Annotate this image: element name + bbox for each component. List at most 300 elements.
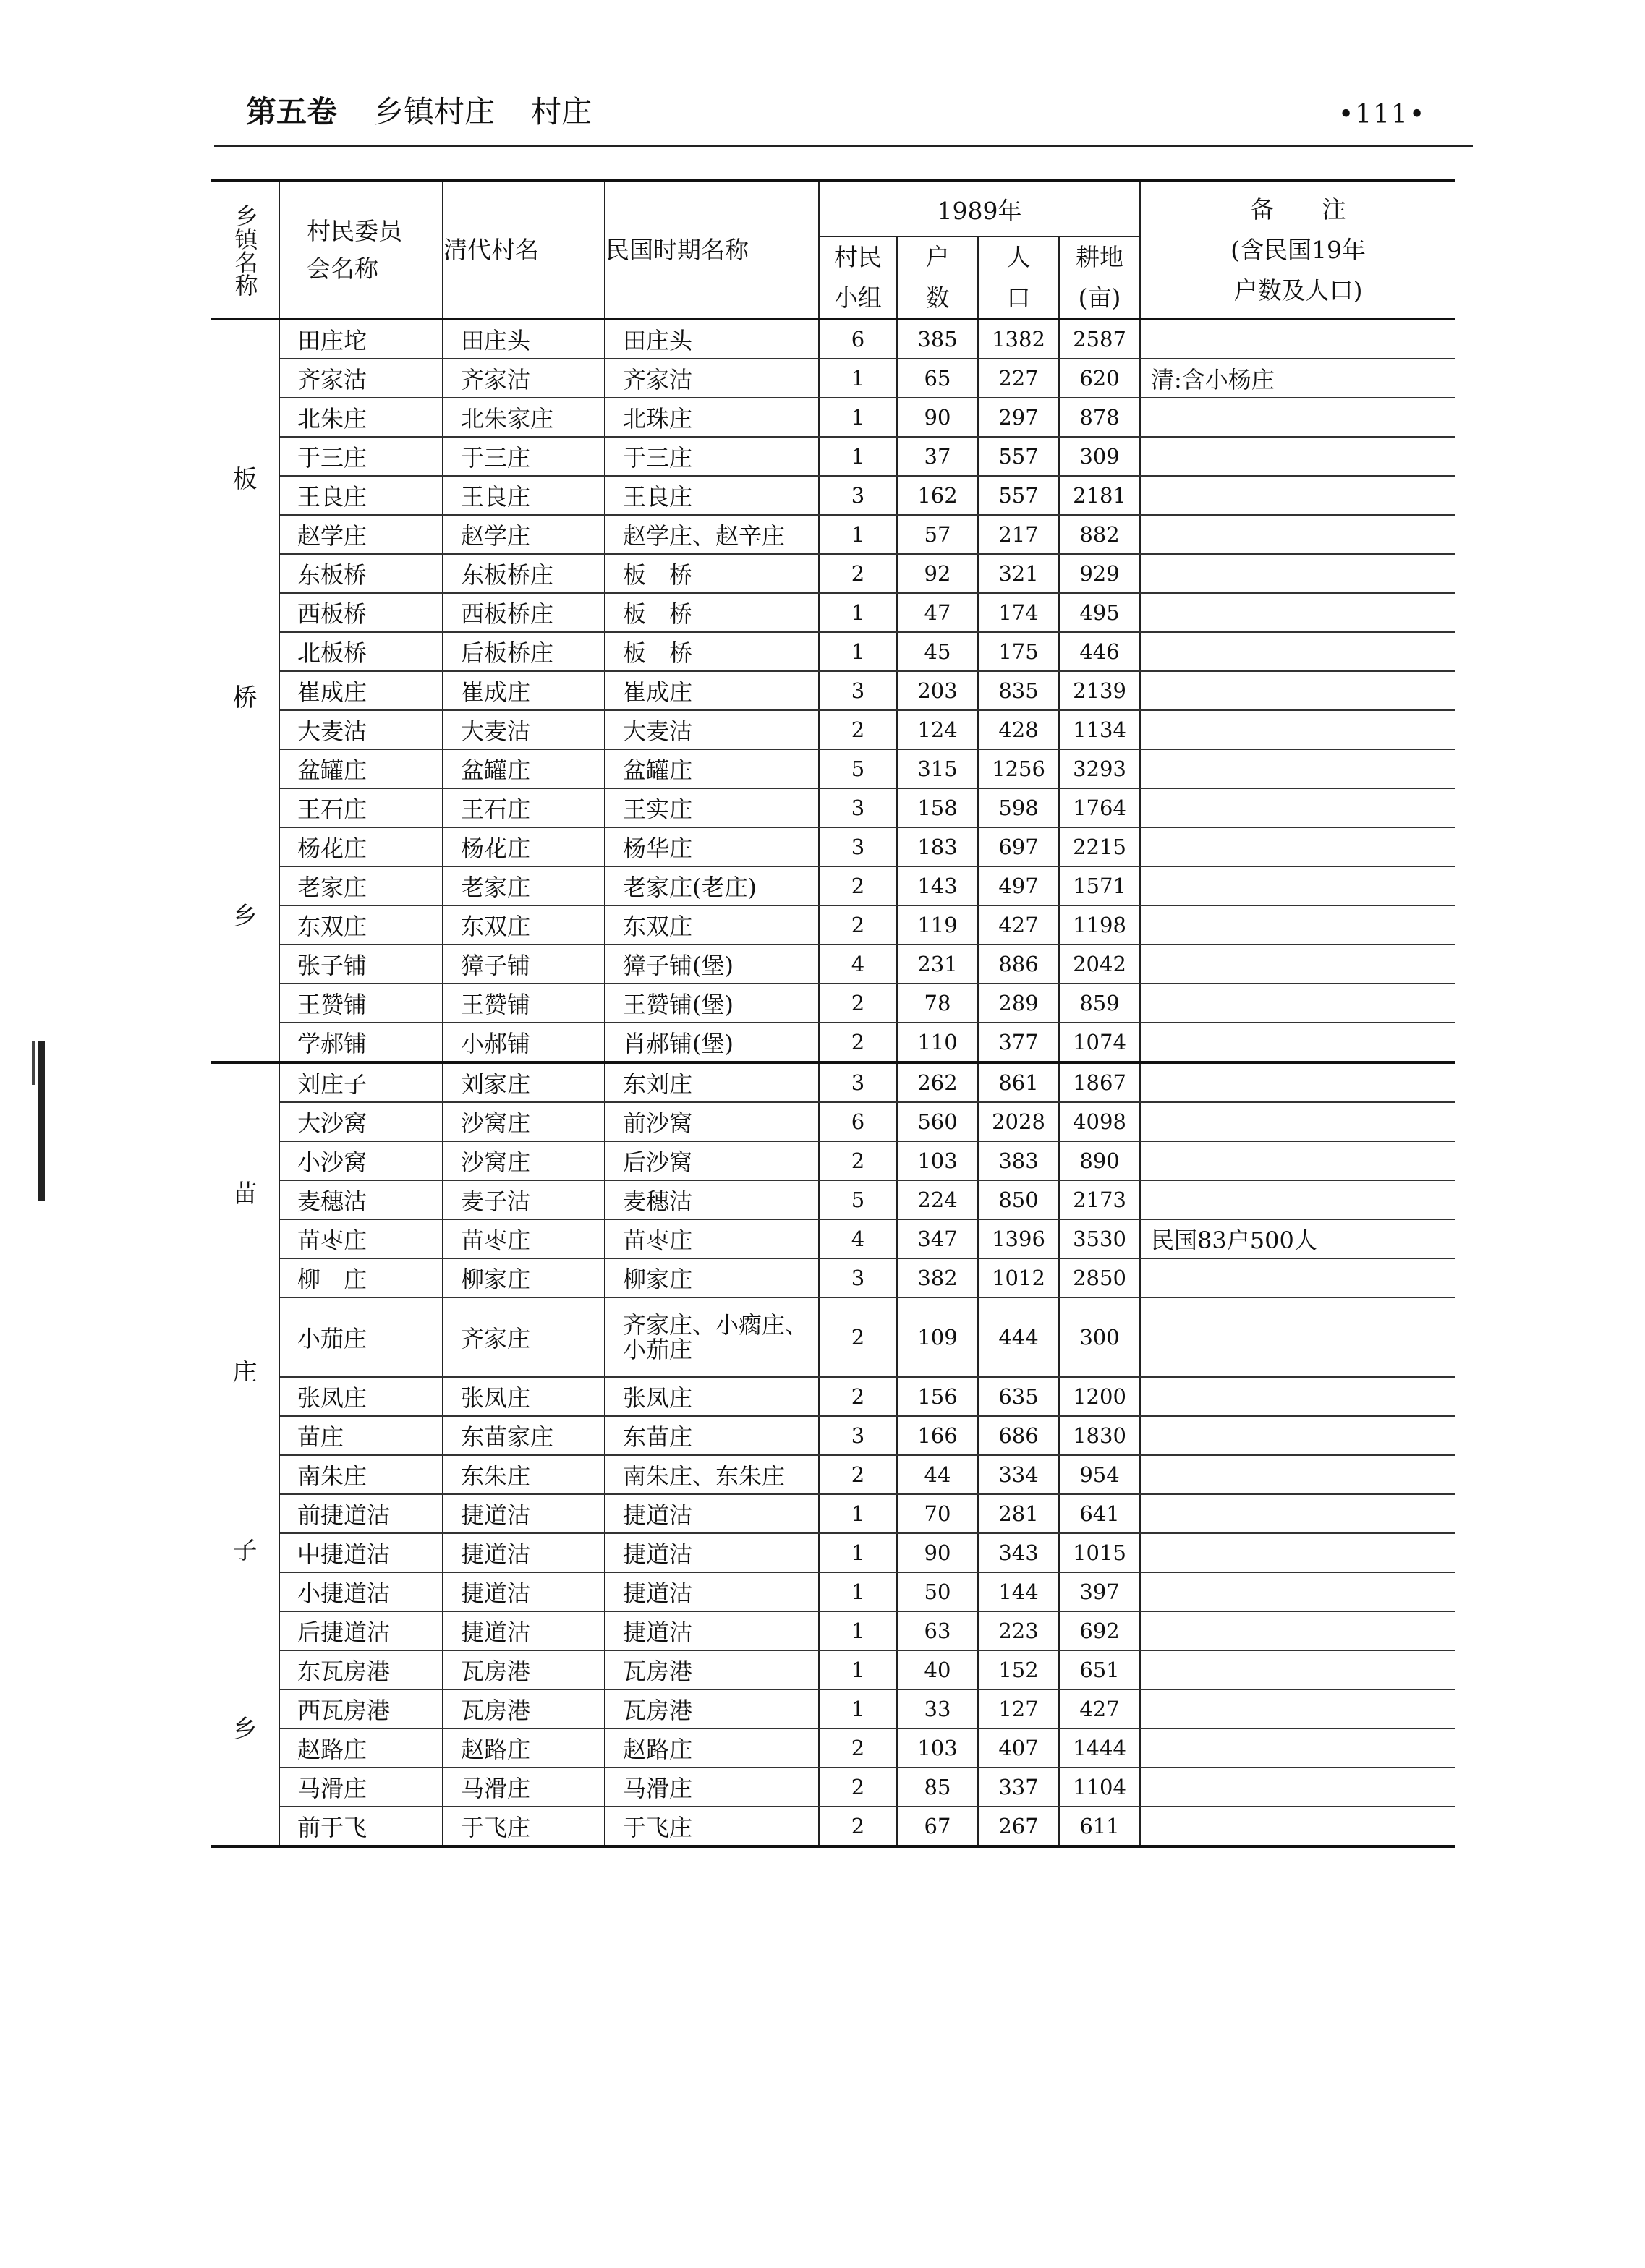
farmland-cell: 954 xyxy=(1059,1455,1140,1494)
qing-name-cell: 于飞庄 xyxy=(443,1807,605,1846)
groups-cell: 2 xyxy=(819,1455,897,1494)
households-cell: 109 xyxy=(897,1297,978,1377)
qing-name-cell: 东苗家庄 xyxy=(443,1416,605,1455)
table-row xyxy=(211,1416,1455,1455)
qing-name-cell: 盆罐庄 xyxy=(443,749,605,788)
minguo-name-cell: 赵路庄 xyxy=(605,1728,819,1768)
col-year-group: 1989年 xyxy=(819,181,1140,236)
col-population-line2: 口 xyxy=(1006,284,1031,312)
farmland-cell: 620 xyxy=(1059,359,1140,398)
table-row xyxy=(211,1023,1455,1062)
group-miaozhuangzi xyxy=(211,1062,1455,1846)
farmland-cell: 1134 xyxy=(1059,710,1140,749)
farmland-cell: 1571 xyxy=(1059,866,1140,905)
population-cell: 1256 xyxy=(978,749,1059,788)
remarks-cell xyxy=(1140,1611,1455,1650)
households-cell: 70 xyxy=(897,1494,978,1533)
committee-cell: 王石庄 xyxy=(279,788,443,827)
table-row xyxy=(211,827,1455,866)
farmland-cell: 2139 xyxy=(1059,671,1140,710)
minguo-name-cell: 东刘庄 xyxy=(605,1062,819,1102)
households-cell: 119 xyxy=(897,905,978,945)
page-number: •111• xyxy=(1338,100,1427,129)
remarks-cell xyxy=(1140,554,1455,593)
groups-cell: 4 xyxy=(819,945,897,984)
population-cell: 407 xyxy=(978,1728,1059,1768)
groups-cell: 5 xyxy=(819,1180,897,1219)
qing-name-cell: 捷道沽 xyxy=(443,1611,605,1650)
qing-name-cell: 沙窝庄 xyxy=(443,1102,605,1141)
farmland-cell: 1198 xyxy=(1059,905,1140,945)
population-cell: 697 xyxy=(978,827,1059,866)
col-groups-line1: 村民 xyxy=(834,243,882,271)
committee-cell: 前捷道沽 xyxy=(279,1494,443,1533)
col-township-label: 乡镇名称 xyxy=(231,204,259,297)
table-row xyxy=(211,1141,1455,1180)
minguo-name-text: 齐家庄、小瘸庄、小茄庄 xyxy=(623,1311,809,1363)
farmland-cell: 2181 xyxy=(1059,476,1140,515)
households-cell: 560 xyxy=(897,1102,978,1141)
col-committee xyxy=(279,181,443,320)
qing-name-cell: 齐家沽 xyxy=(443,359,605,398)
qing-name-cell: 赵路庄 xyxy=(443,1728,605,1768)
committee-cell: 赵路庄 xyxy=(279,1728,443,1768)
committee-cell: 东板桥 xyxy=(279,554,443,593)
qing-name-cell: 捷道沽 xyxy=(443,1494,605,1533)
committee-cell: 西板桥 xyxy=(279,593,443,632)
population-cell: 281 xyxy=(978,1494,1059,1533)
population-cell: 2028 xyxy=(978,1102,1059,1141)
minguo-name-cell: 王实庄 xyxy=(605,788,819,827)
qing-name-cell: 柳家庄 xyxy=(443,1258,605,1297)
households-cell: 47 xyxy=(897,593,978,632)
remarks-cell xyxy=(1140,749,1455,788)
farmland-cell: 300 xyxy=(1059,1297,1140,1377)
population-cell: 267 xyxy=(978,1807,1059,1846)
qing-name-cell: 獐子铺 xyxy=(443,945,605,984)
minguo-name-cell: 于飞庄 xyxy=(605,1807,819,1846)
remarks-cell xyxy=(1140,1416,1455,1455)
col-population xyxy=(978,236,1059,320)
committee-cell: 小捷道沽 xyxy=(279,1572,443,1611)
farmland-cell: 2215 xyxy=(1059,827,1140,866)
households-cell: 103 xyxy=(897,1728,978,1768)
groups-cell: 1 xyxy=(819,398,897,437)
qing-name-cell: 杨花庄 xyxy=(443,827,605,866)
minguo-name-cell: 板 桥 xyxy=(605,593,819,632)
qing-name-cell: 苗枣庄 xyxy=(443,1219,605,1258)
committee-cell: 苗枣庄 xyxy=(279,1219,443,1258)
groups-cell: 6 xyxy=(819,1102,897,1141)
households-cell: 124 xyxy=(897,710,978,749)
table-row xyxy=(211,1533,1455,1572)
households-cell: 315 xyxy=(897,749,978,788)
population-cell: 635 xyxy=(978,1377,1059,1416)
township-cell: 板 桥 乡 xyxy=(211,320,279,1063)
households-cell: 347 xyxy=(897,1219,978,1258)
households-cell: 156 xyxy=(897,1377,978,1416)
remarks-label-2: (含民国19年 xyxy=(1230,236,1366,264)
qing-name-cell: 于三庄 xyxy=(443,437,605,476)
population-cell: 861 xyxy=(978,1062,1059,1102)
remarks-cell xyxy=(1140,710,1455,749)
table-row xyxy=(211,1494,1455,1533)
committee-cell: 小沙窝 xyxy=(279,1141,443,1180)
remarks-cell xyxy=(1140,1258,1455,1297)
committee-cell: 王良庄 xyxy=(279,476,443,515)
group-banqiao xyxy=(211,320,1455,1063)
committee-cell: 齐家沽 xyxy=(279,359,443,398)
groups-cell: 3 xyxy=(819,827,897,866)
population-cell: 1396 xyxy=(978,1219,1059,1258)
qing-name-cell: 赵学庄 xyxy=(443,515,605,554)
col-committee-label: 村民委员会名称 xyxy=(307,217,402,283)
farmland-cell: 611 xyxy=(1059,1807,1140,1846)
remarks-cell xyxy=(1140,905,1455,945)
groups-cell: 2 xyxy=(819,1377,897,1416)
population-cell: 1382 xyxy=(978,320,1059,359)
qing-name-cell: 瓦房港 xyxy=(443,1650,605,1689)
minguo-name-cell: 獐子铺(堡) xyxy=(605,945,819,984)
groups-cell: 3 xyxy=(819,1258,897,1297)
groups-cell: 6 xyxy=(819,320,897,359)
farmland-cell: 1074 xyxy=(1059,1023,1140,1062)
committee-cell: 西瓦房港 xyxy=(279,1689,443,1728)
minguo-name-cell: 田庄头 xyxy=(605,320,819,359)
committee-cell: 学郝铺 xyxy=(279,1023,443,1062)
committee-cell: 田庄坨 xyxy=(279,320,443,359)
population-cell: 1012 xyxy=(978,1258,1059,1297)
farmland-cell: 2850 xyxy=(1059,1258,1140,1297)
groups-cell: 1 xyxy=(819,437,897,476)
committee-cell: 刘庄子 xyxy=(279,1062,443,1102)
qing-name-cell: 麦子沽 xyxy=(443,1180,605,1219)
groups-cell: 3 xyxy=(819,788,897,827)
remarks-cell xyxy=(1140,1572,1455,1611)
qing-name-cell: 小郝铺 xyxy=(443,1023,605,1062)
population-cell: 217 xyxy=(978,515,1059,554)
minguo-name-cell: 东苗庄 xyxy=(605,1416,819,1455)
col-groups-line2: 小组 xyxy=(834,284,882,312)
table-row xyxy=(211,945,1455,984)
qing-name-cell: 田庄头 xyxy=(443,320,605,359)
minguo-name-cell: 肖郝铺(堡) xyxy=(605,1023,819,1062)
groups-cell: 2 xyxy=(819,1023,897,1062)
committee-cell: 北板桥 xyxy=(279,632,443,671)
committee-cell: 杨花庄 xyxy=(279,827,443,866)
table-row xyxy=(211,1455,1455,1494)
farmland-cell: 2587 xyxy=(1059,320,1140,359)
groups-cell: 2 xyxy=(819,1141,897,1180)
groups-cell: 1 xyxy=(819,1533,897,1572)
remarks-cell xyxy=(1140,437,1455,476)
committee-cell: 大麦沽 xyxy=(279,710,443,749)
farmland-cell: 1200 xyxy=(1059,1377,1140,1416)
committee-cell: 老家庄 xyxy=(279,866,443,905)
committee-cell: 麦穗沽 xyxy=(279,1180,443,1219)
minguo-name-cell: 板 桥 xyxy=(605,632,819,671)
col-township xyxy=(211,181,279,320)
minguo-name-cell: 于三庄 xyxy=(605,437,819,476)
farmland-cell: 495 xyxy=(1059,593,1140,632)
remarks-cell xyxy=(1140,1377,1455,1416)
col-groups xyxy=(819,236,897,320)
qing-name-cell: 王赞铺 xyxy=(443,984,605,1023)
farmland-cell: 2173 xyxy=(1059,1180,1140,1219)
population-cell: 175 xyxy=(978,632,1059,671)
households-cell: 92 xyxy=(897,554,978,593)
township-cell: 苗 庄 子 乡 xyxy=(211,1062,279,1846)
remarks-cell xyxy=(1140,788,1455,827)
table-row xyxy=(211,437,1455,476)
population-cell: 343 xyxy=(978,1533,1059,1572)
remarks-label-3: 户数及人口) xyxy=(1233,276,1363,304)
section-title: 乡镇村庄 xyxy=(373,94,496,129)
minguo-name-cell: 大麦沽 xyxy=(605,710,819,749)
remarks-cell xyxy=(1140,1297,1455,1377)
groups-cell: 2 xyxy=(819,1807,897,1846)
committee-cell: 南朱庄 xyxy=(279,1455,443,1494)
committee-cell: 盆罐庄 xyxy=(279,749,443,788)
groups-cell: 2 xyxy=(819,1728,897,1768)
col-remarks xyxy=(1140,181,1455,320)
farmland-cell: 692 xyxy=(1059,1611,1140,1650)
population-cell: 850 xyxy=(978,1180,1059,1219)
population-cell: 427 xyxy=(978,905,1059,945)
qing-name-cell: 大麦沽 xyxy=(443,710,605,749)
groups-cell: 1 xyxy=(819,1494,897,1533)
population-cell: 686 xyxy=(978,1416,1059,1455)
table-row xyxy=(211,788,1455,827)
farmland-cell: 3530 xyxy=(1059,1219,1140,1258)
households-cell: 382 xyxy=(897,1258,978,1297)
qing-name-cell: 后板桥庄 xyxy=(443,632,605,671)
qing-name-cell: 北朱家庄 xyxy=(443,398,605,437)
committee-cell: 北朱庄 xyxy=(279,398,443,437)
households-cell: 203 xyxy=(897,671,978,710)
running-header xyxy=(246,88,592,132)
header-rule xyxy=(214,145,1473,147)
col-minguo: 民国时期名称 xyxy=(605,181,819,320)
committee-cell: 后捷道沽 xyxy=(279,1611,443,1650)
households-cell: 110 xyxy=(897,1023,978,1062)
population-cell: 497 xyxy=(978,866,1059,905)
committee-cell: 前于飞 xyxy=(279,1807,443,1846)
minguo-name-cell: 瓦房港 xyxy=(605,1689,819,1728)
farmland-cell: 2042 xyxy=(1059,945,1140,984)
households-cell: 231 xyxy=(897,945,978,984)
households-cell: 44 xyxy=(897,1455,978,1494)
remarks-cell xyxy=(1140,984,1455,1023)
groups-cell: 1 xyxy=(819,359,897,398)
committee-cell: 张子铺 xyxy=(279,945,443,984)
farmland-cell: 427 xyxy=(1059,1689,1140,1728)
qing-name-cell: 王石庄 xyxy=(443,788,605,827)
households-cell: 45 xyxy=(897,632,978,671)
table-row xyxy=(211,1297,1455,1377)
households-cell: 57 xyxy=(897,515,978,554)
groups-cell: 2 xyxy=(819,710,897,749)
table-row xyxy=(211,1219,1455,1258)
qing-name-cell: 东板桥庄 xyxy=(443,554,605,593)
groups-cell: 1 xyxy=(819,515,897,554)
households-cell: 90 xyxy=(897,398,978,437)
groups-cell: 2 xyxy=(819,866,897,905)
groups-cell: 3 xyxy=(819,1416,897,1455)
remarks-cell xyxy=(1140,1494,1455,1533)
col-farmland xyxy=(1059,236,1140,320)
farmland-cell: 882 xyxy=(1059,515,1140,554)
minguo-name-cell: 马滑庄 xyxy=(605,1768,819,1807)
groups-cell: 1 xyxy=(819,593,897,632)
table-row xyxy=(211,1728,1455,1768)
volume-title: 第五卷 xyxy=(246,94,338,129)
population-cell: 377 xyxy=(978,1023,1059,1062)
remarks-cell xyxy=(1140,398,1455,437)
households-cell: 183 xyxy=(897,827,978,866)
remarks-cell xyxy=(1140,1689,1455,1728)
remarks-cell xyxy=(1140,1807,1455,1846)
table-row xyxy=(211,1377,1455,1416)
col-farmland-line1: 耕地 xyxy=(1076,243,1124,271)
remarks-cell xyxy=(1140,671,1455,710)
farmland-cell: 878 xyxy=(1059,398,1140,437)
population-cell: 227 xyxy=(978,359,1059,398)
qing-name-cell: 马滑庄 xyxy=(443,1768,605,1807)
remarks-cell xyxy=(1140,1023,1455,1062)
farmland-cell: 4098 xyxy=(1059,1102,1140,1141)
qing-name-cell: 东双庄 xyxy=(443,905,605,945)
population-cell: 152 xyxy=(978,1650,1059,1689)
minguo-name-cell: 捷道沽 xyxy=(605,1572,819,1611)
remarks-cell xyxy=(1140,1768,1455,1807)
minguo-name-cell: 老家庄(老庄) xyxy=(605,866,819,905)
table-row xyxy=(211,866,1455,905)
minguo-name-cell: 瓦房港 xyxy=(605,1650,819,1689)
qing-name-cell: 王良庄 xyxy=(443,476,605,515)
committee-cell: 东瓦房港 xyxy=(279,1650,443,1689)
population-cell: 144 xyxy=(978,1572,1059,1611)
minguo-name-cell: 王良庄 xyxy=(605,476,819,515)
table-row xyxy=(211,710,1455,749)
table-row xyxy=(211,1062,1455,1102)
col-households-line2: 数 xyxy=(925,284,950,312)
groups-cell: 1 xyxy=(819,632,897,671)
table-row xyxy=(211,554,1455,593)
population-cell: 557 xyxy=(978,476,1059,515)
table-row xyxy=(211,1611,1455,1650)
population-cell: 297 xyxy=(978,398,1059,437)
committee-cell: 崔成庄 xyxy=(279,671,443,710)
population-cell: 444 xyxy=(978,1297,1059,1377)
households-cell: 37 xyxy=(897,437,978,476)
qing-name-cell: 捷道沽 xyxy=(443,1533,605,1572)
qing-name-cell: 刘家庄 xyxy=(443,1062,605,1102)
table-row xyxy=(211,1689,1455,1728)
households-cell: 162 xyxy=(897,476,978,515)
table-row xyxy=(211,1180,1455,1219)
qing-name-cell: 捷道沽 xyxy=(443,1572,605,1611)
households-cell: 40 xyxy=(897,1650,978,1689)
farmland-cell: 859 xyxy=(1059,984,1140,1023)
households-cell: 90 xyxy=(897,1533,978,1572)
qing-name-cell: 崔成庄 xyxy=(443,671,605,710)
village-table xyxy=(211,179,1455,1848)
qing-name-cell: 瓦房港 xyxy=(443,1689,605,1728)
groups-cell: 2 xyxy=(819,1768,897,1807)
minguo-name-cell: 捷道沽 xyxy=(605,1494,819,1533)
minguo-name-cell: 赵学庄、赵辛庄 xyxy=(605,515,819,554)
remarks-label-1: 备 注 xyxy=(1250,195,1346,223)
committee-cell: 中捷道沽 xyxy=(279,1533,443,1572)
committee-cell: 于三庄 xyxy=(279,437,443,476)
groups-cell: 2 xyxy=(819,554,897,593)
col-population-line1: 人 xyxy=(1006,243,1031,271)
table-row xyxy=(211,398,1455,437)
farmland-cell: 3293 xyxy=(1059,749,1140,788)
groups-cell: 1 xyxy=(819,1572,897,1611)
population-cell: 557 xyxy=(978,437,1059,476)
table-row xyxy=(211,671,1455,710)
committee-cell: 赵学庄 xyxy=(279,515,443,554)
farmland-cell: 1104 xyxy=(1059,1768,1140,1807)
groups-cell: 4 xyxy=(819,1219,897,1258)
committee-cell: 苗庄 xyxy=(279,1416,443,1455)
groups-cell: 1 xyxy=(819,1650,897,1689)
table-row xyxy=(211,1258,1455,1297)
groups-cell: 5 xyxy=(819,749,897,788)
qing-name-cell: 东朱庄 xyxy=(443,1455,605,1494)
groups-cell: 3 xyxy=(819,1062,897,1102)
minguo-name-cell: 王赞铺(堡) xyxy=(605,984,819,1023)
households-cell: 103 xyxy=(897,1141,978,1180)
population-cell: 886 xyxy=(978,945,1059,984)
households-cell: 224 xyxy=(897,1180,978,1219)
minguo-name-cell: 麦穗沽 xyxy=(605,1180,819,1219)
table-row xyxy=(211,1807,1455,1846)
remarks-cell xyxy=(1140,1102,1455,1141)
table-row xyxy=(211,359,1455,398)
households-cell: 166 xyxy=(897,1416,978,1455)
groups-cell: 2 xyxy=(819,905,897,945)
groups-cell: 2 xyxy=(819,1297,897,1377)
table-row xyxy=(211,632,1455,671)
population-cell: 334 xyxy=(978,1455,1059,1494)
committee-cell: 王赞铺 xyxy=(279,984,443,1023)
minguo-name-cell: 盆罐庄 xyxy=(605,749,819,788)
table-row xyxy=(211,984,1455,1023)
farmland-cell: 929 xyxy=(1059,554,1140,593)
table-row xyxy=(211,593,1455,632)
minguo-name-cell: 北珠庄 xyxy=(605,398,819,437)
minguo-name-cell: 苗枣庄 xyxy=(605,1219,819,1258)
minguo-name-cell: 板 桥 xyxy=(605,554,819,593)
qing-name-cell: 老家庄 xyxy=(443,866,605,905)
population-cell: 223 xyxy=(978,1611,1059,1650)
households-cell: 50 xyxy=(897,1572,978,1611)
population-cell: 835 xyxy=(978,671,1059,710)
minguo-name-cell: 南朱庄、东朱庄 xyxy=(605,1455,819,1494)
households-cell: 63 xyxy=(897,1611,978,1650)
remarks-cell xyxy=(1140,1728,1455,1768)
farmland-cell: 1830 xyxy=(1059,1416,1140,1455)
table-row xyxy=(211,1102,1455,1141)
groups-cell: 2 xyxy=(819,984,897,1023)
table-row xyxy=(211,749,1455,788)
qing-name-cell: 西板桥庄 xyxy=(443,593,605,632)
col-households xyxy=(897,236,978,320)
remarks-cell xyxy=(1140,1533,1455,1572)
